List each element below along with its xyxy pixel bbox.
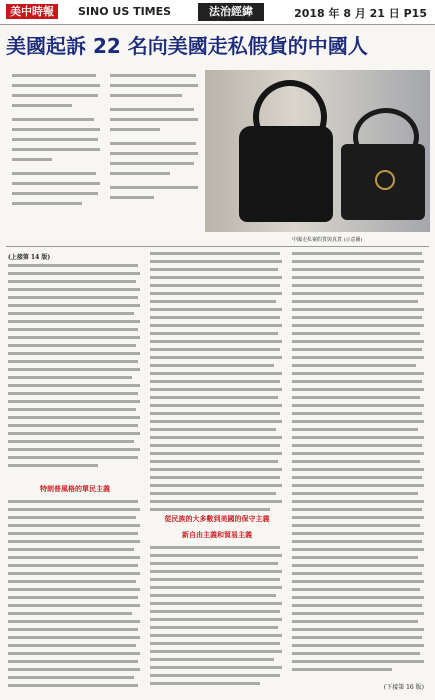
next-page-label: (下接第 16 版): [383, 684, 424, 691]
subhead-three: 從民族的大多數到美國的保守主義: [164, 515, 270, 523]
subhead-two: 新自由主義和貿易主義: [182, 531, 252, 539]
lede-right-column: [110, 74, 200, 240]
body-column-3: [292, 252, 428, 696]
horizontal-rule: [6, 246, 429, 247]
body-column-1: [8, 252, 142, 696]
continued-from-label: (上接第 14 版): [8, 254, 51, 261]
bag-logo-mark: [375, 170, 395, 190]
page-headline: 美國起訴 22 名向美國走私假貨的中國人: [6, 34, 368, 58]
lede-left-column: [12, 74, 102, 240]
newspaper-name-en: SINO US TIMES: [78, 5, 172, 18]
section-label: 法治經緯: [198, 3, 264, 21]
photo-caption: 中國走私案假貨與真貨 (示意圖): [292, 237, 363, 243]
article-photo: [205, 70, 430, 232]
newspaper-logo: 美中時報: [6, 4, 58, 19]
black-handbag-left: [239, 126, 333, 222]
masthead: [0, 0, 435, 25]
subhead-one: 特朗普風格的單民主義: [40, 485, 110, 493]
body-column-2: [150, 252, 284, 696]
issue-date: 2018 年 8 月 21 日 P15: [294, 7, 427, 20]
